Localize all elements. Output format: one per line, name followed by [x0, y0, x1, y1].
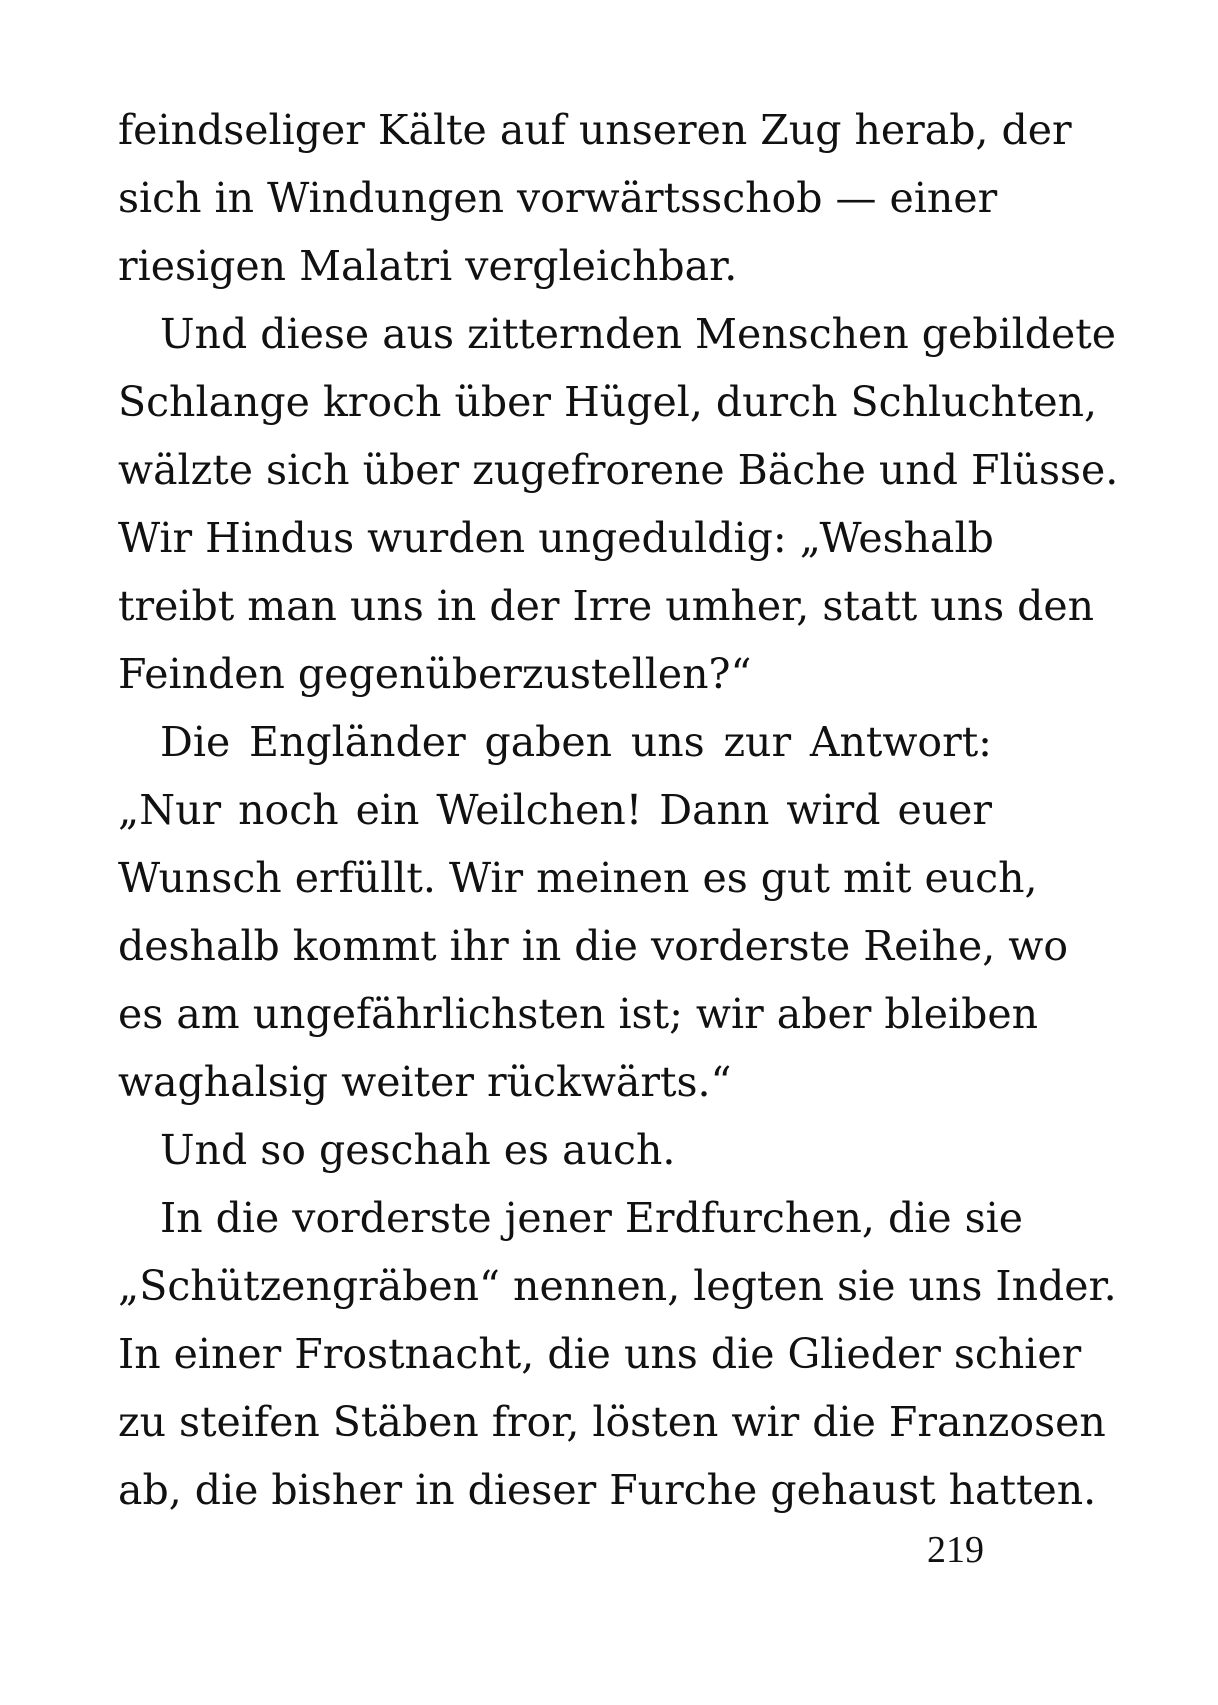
text-line: riesigen Malatri vergleichbar.: [118, 242, 738, 290]
text-line: Wir Hindus wurden ungeduldig: „Weshalb: [118, 514, 994, 562]
text-line: waghalsig weiter rückwärts.“: [118, 1058, 732, 1106]
text-line: „Schützengräben“ nennen, legten sie uns Inder.: [118, 1262, 1117, 1310]
text-line: ab, die bisher in dieser Furche gehaust hatten.: [118, 1466, 1097, 1514]
body-text: [118, 96, 1119, 1524]
text-line: wälzte sich über zugefrorene Bäche und Flüsse.: [118, 446, 1119, 494]
text-line: Die Engländer gaben uns zur Antwort:: [160, 718, 992, 766]
text-line: es am ungefährlichsten ist; wir aber bleiben: [118, 990, 1038, 1038]
text-line: deshalb kommt ihr in die vorderste Reihe, wo: [118, 922, 1069, 970]
text-line: Und so geschah es auch.: [160, 1126, 676, 1174]
text-line: Schlange kroch über Hügel, durch Schluchten,: [118, 378, 1098, 426]
page-number: 219: [927, 1529, 984, 1571]
text-line: sich in Windungen vorwärtsschob — einer: [118, 174, 998, 222]
text-line: Wunsch erfüllt. Wir meinen es gut mit euch,: [118, 854, 1038, 902]
text-line: Und diese aus zitternden Menschen gebildete: [160, 310, 1116, 358]
text-line: feindseliger Kälte auf unseren Zug herab, der: [118, 106, 1072, 154]
text-line: Feinden gegenüberzustellen?“: [118, 650, 752, 698]
text-line: zu steifen Stäben fror, lösten wir die Franzosen: [118, 1398, 1106, 1446]
text-line: In die vorderste jener Erdfurchen, die sie: [160, 1194, 1024, 1242]
text-line: In einer Frostnacht, die uns die Glieder schier: [118, 1330, 1082, 1378]
text-line: treibt man uns in der Irre umher, statt uns den: [118, 582, 1095, 630]
text-line: „Nur noch ein Weilchen! Dann wird euer: [118, 786, 992, 834]
